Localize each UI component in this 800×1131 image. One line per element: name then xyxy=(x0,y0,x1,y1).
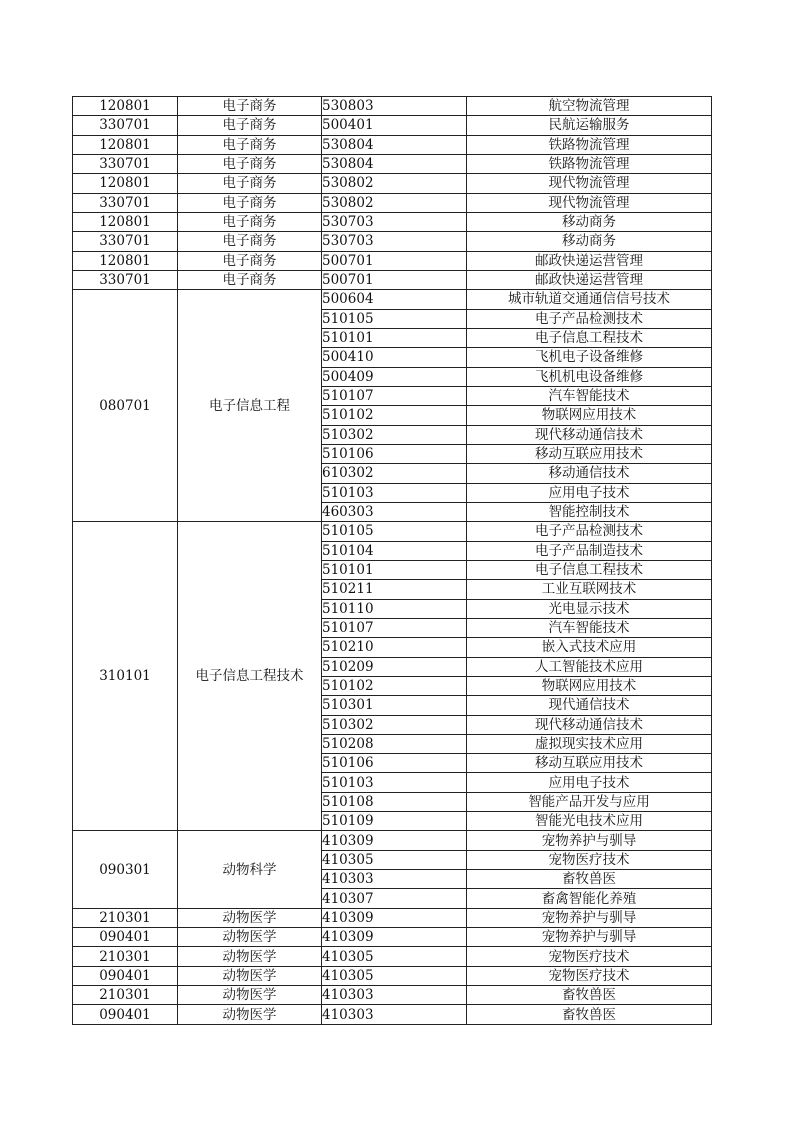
vocational-major-name: 宠物医疗技术 xyxy=(467,966,712,985)
vocational-major-name: 电子产品检测技术 xyxy=(467,522,712,541)
vocational-major-code: 530703 xyxy=(322,212,467,231)
undergrad-major-code: 210301 xyxy=(73,947,178,966)
undergrad-major-name: 动物科学 xyxy=(178,831,322,908)
undergrad-major-name: 电子商务 xyxy=(178,116,322,135)
undergrad-major-code: 120801 xyxy=(73,97,178,116)
vocational-major-code: 510208 xyxy=(322,734,467,753)
vocational-major-code: 530802 xyxy=(322,193,467,212)
vocational-major-code: 510301 xyxy=(322,696,467,715)
table-row xyxy=(73,212,712,231)
vocational-major-code: 510104 xyxy=(322,541,467,560)
vocational-major-code: 500409 xyxy=(322,367,467,386)
vocational-major-code: 530802 xyxy=(322,174,467,193)
undergrad-major-name: 动物医学 xyxy=(178,1005,322,1024)
vocational-major-name: 飞机电子设备维修 xyxy=(467,348,712,367)
vocational-major-name: 光电显示技术 xyxy=(467,599,712,618)
table-row xyxy=(73,290,712,309)
vocational-major-name: 民航运输服务 xyxy=(467,116,712,135)
vocational-major-code: 510302 xyxy=(322,715,467,734)
vocational-major-name: 邮政快递运营管理 xyxy=(467,251,712,270)
undergrad-major-name: 动物医学 xyxy=(178,928,322,947)
table-row xyxy=(73,270,712,289)
undergrad-major-name: 电子商务 xyxy=(178,97,322,116)
vocational-major-code: 510210 xyxy=(322,638,467,657)
vocational-major-name: 电子信息工程技术 xyxy=(467,560,712,579)
undergrad-major-code: 330701 xyxy=(73,154,178,173)
vocational-major-code: 610302 xyxy=(322,464,467,483)
vocational-major-name: 移动互联应用技术 xyxy=(467,754,712,773)
table-row xyxy=(73,522,712,541)
vocational-major-name: 宠物医疗技术 xyxy=(467,947,712,966)
undergrad-major-code: 330701 xyxy=(73,193,178,212)
undergrad-major-code: 310101 xyxy=(73,522,178,831)
vocational-major-code: 510107 xyxy=(322,386,467,405)
vocational-major-code: 530804 xyxy=(322,135,467,154)
vocational-major-code: 510102 xyxy=(322,676,467,695)
undergrad-major-code: 120801 xyxy=(73,251,178,270)
undergrad-major-name: 动物医学 xyxy=(178,986,322,1005)
vocational-major-name: 飞机机电设备维修 xyxy=(467,367,712,386)
vocational-major-name: 人工智能技术应用 xyxy=(467,657,712,676)
vocational-major-code: 510101 xyxy=(322,328,467,347)
table-body xyxy=(73,97,712,1025)
vocational-major-name: 智能控制技术 xyxy=(467,502,712,521)
vocational-major-name: 电子产品制造技术 xyxy=(467,541,712,560)
undergrad-major-code: 210301 xyxy=(73,908,178,927)
undergrad-major-code: 330701 xyxy=(73,270,178,289)
vocational-major-code: 510106 xyxy=(322,444,467,463)
vocational-major-name: 畜牧兽医 xyxy=(467,870,712,889)
vocational-major-code: 510106 xyxy=(322,754,467,773)
table-row xyxy=(73,174,712,193)
vocational-major-name: 现代物流管理 xyxy=(467,193,712,212)
vocational-major-name: 物联网应用技术 xyxy=(467,406,712,425)
vocational-major-code: 410303 xyxy=(322,986,467,1005)
vocational-major-name: 工业互联网技术 xyxy=(467,580,712,599)
undergrad-major-name: 动物医学 xyxy=(178,908,322,927)
vocational-major-code: 410305 xyxy=(322,850,467,869)
undergrad-major-name: 电子信息工程技术 xyxy=(178,522,322,831)
vocational-major-code: 510211 xyxy=(322,580,467,599)
vocational-major-name: 应用电子技术 xyxy=(467,483,712,502)
table-row xyxy=(73,116,712,135)
undergrad-major-name: 电子信息工程 xyxy=(178,290,322,522)
vocational-major-code: 510105 xyxy=(322,309,467,328)
undergrad-major-name: 动物医学 xyxy=(178,947,322,966)
table-row xyxy=(73,966,712,985)
undergrad-major-name: 电子商务 xyxy=(178,270,322,289)
vocational-major-name: 现代物流管理 xyxy=(467,174,712,193)
vocational-major-code: 510107 xyxy=(322,618,467,637)
vocational-major-name: 铁路物流管理 xyxy=(467,135,712,154)
table-row xyxy=(73,154,712,173)
undergrad-major-name: 电子商务 xyxy=(178,135,322,154)
table-row xyxy=(73,947,712,966)
vocational-major-name: 汽车智能技术 xyxy=(467,386,712,405)
major-mapping-table xyxy=(72,96,712,1025)
undergrad-major-code: 120801 xyxy=(73,135,178,154)
vocational-major-name: 虚拟现实技术应用 xyxy=(467,734,712,753)
vocational-major-code: 510101 xyxy=(322,560,467,579)
vocational-major-code: 500701 xyxy=(322,251,467,270)
vocational-major-code: 510109 xyxy=(322,812,467,831)
vocational-major-code: 410309 xyxy=(322,928,467,947)
vocational-major-name: 宠物养护与驯导 xyxy=(467,831,712,850)
vocational-major-code: 500410 xyxy=(322,348,467,367)
vocational-major-name: 畜牧兽医 xyxy=(467,986,712,1005)
undergrad-major-code: 210301 xyxy=(73,986,178,1005)
vocational-major-name: 现代通信技术 xyxy=(467,696,712,715)
vocational-major-code: 500604 xyxy=(322,290,467,309)
table-row xyxy=(73,135,712,154)
undergrad-major-name: 电子商务 xyxy=(178,154,322,173)
table-row xyxy=(73,986,712,1005)
table-row xyxy=(73,908,712,927)
vocational-major-name: 物联网应用技术 xyxy=(467,676,712,695)
vocational-major-name: 邮政快递运营管理 xyxy=(467,270,712,289)
undergrad-major-code: 090401 xyxy=(73,966,178,985)
vocational-major-code: 530703 xyxy=(322,232,467,251)
vocational-major-code: 530803 xyxy=(322,97,467,116)
vocational-major-code: 410309 xyxy=(322,908,467,927)
vocational-major-name: 现代移动通信技术 xyxy=(467,425,712,444)
vocational-major-name: 应用电子技术 xyxy=(467,773,712,792)
vocational-major-code: 460303 xyxy=(322,502,467,521)
vocational-major-code: 510108 xyxy=(322,792,467,811)
table-row xyxy=(73,1005,712,1024)
undergrad-major-code: 120801 xyxy=(73,174,178,193)
vocational-major-code: 500401 xyxy=(322,116,467,135)
vocational-major-code: 510102 xyxy=(322,406,467,425)
vocational-major-name: 铁路物流管理 xyxy=(467,154,712,173)
vocational-major-name: 嵌入式技术应用 xyxy=(467,638,712,657)
vocational-major-code: 500701 xyxy=(322,270,467,289)
vocational-major-code: 510302 xyxy=(322,425,467,444)
undergrad-major-name: 电子商务 xyxy=(178,232,322,251)
undergrad-major-code: 090301 xyxy=(73,831,178,908)
vocational-major-name: 航空物流管理 xyxy=(467,97,712,116)
vocational-major-name: 畜禽智能化养殖 xyxy=(467,889,712,908)
table-row xyxy=(73,193,712,212)
vocational-major-code: 410303 xyxy=(322,1005,467,1024)
vocational-major-name: 电子产品检测技术 xyxy=(467,309,712,328)
vocational-major-code: 410305 xyxy=(322,966,467,985)
vocational-major-code: 410309 xyxy=(322,831,467,850)
vocational-major-name: 移动通信技术 xyxy=(467,464,712,483)
undergrad-major-name: 电子商务 xyxy=(178,174,322,193)
vocational-major-name: 畜牧兽医 xyxy=(467,1005,712,1024)
vocational-major-name: 移动商务 xyxy=(467,232,712,251)
undergrad-major-name: 电子商务 xyxy=(178,193,322,212)
vocational-major-name: 电子信息工程技术 xyxy=(467,328,712,347)
vocational-major-name: 宠物医疗技术 xyxy=(467,850,712,869)
undergrad-major-name: 动物医学 xyxy=(178,966,322,985)
undergrad-major-name: 电子商务 xyxy=(178,251,322,270)
undergrad-major-code: 330701 xyxy=(73,116,178,135)
vocational-major-code: 410303 xyxy=(322,870,467,889)
vocational-major-name: 宠物养护与驯导 xyxy=(467,908,712,927)
vocational-major-code: 530804 xyxy=(322,154,467,173)
undergrad-major-code: 080701 xyxy=(73,290,178,522)
vocational-major-name: 移动互联应用技术 xyxy=(467,444,712,463)
vocational-major-code: 510110 xyxy=(322,599,467,618)
table-row xyxy=(73,251,712,270)
table-row xyxy=(73,97,712,116)
vocational-major-name: 移动商务 xyxy=(467,212,712,231)
vocational-major-code: 410305 xyxy=(322,947,467,966)
vocational-major-name: 宠物养护与驯导 xyxy=(467,928,712,947)
undergrad-major-code: 330701 xyxy=(73,232,178,251)
vocational-major-name: 智能产品开发与应用 xyxy=(467,792,712,811)
undergrad-major-code: 120801 xyxy=(73,212,178,231)
vocational-major-name: 汽车智能技术 xyxy=(467,618,712,637)
vocational-major-code: 510103 xyxy=(322,773,467,792)
table-row xyxy=(73,831,712,850)
vocational-major-code: 410307 xyxy=(322,889,467,908)
table-row xyxy=(73,928,712,947)
vocational-major-name: 城市轨道交通通信信号技术 xyxy=(467,290,712,309)
undergrad-major-name: 电子商务 xyxy=(178,212,322,231)
vocational-major-code: 510209 xyxy=(322,657,467,676)
vocational-major-name: 智能光电技术应用 xyxy=(467,812,712,831)
undergrad-major-code: 090401 xyxy=(73,928,178,947)
vocational-major-code: 510103 xyxy=(322,483,467,502)
vocational-major-code: 510105 xyxy=(322,522,467,541)
vocational-major-name: 现代移动通信技术 xyxy=(467,715,712,734)
table-row xyxy=(73,232,712,251)
undergrad-major-code: 090401 xyxy=(73,1005,178,1024)
